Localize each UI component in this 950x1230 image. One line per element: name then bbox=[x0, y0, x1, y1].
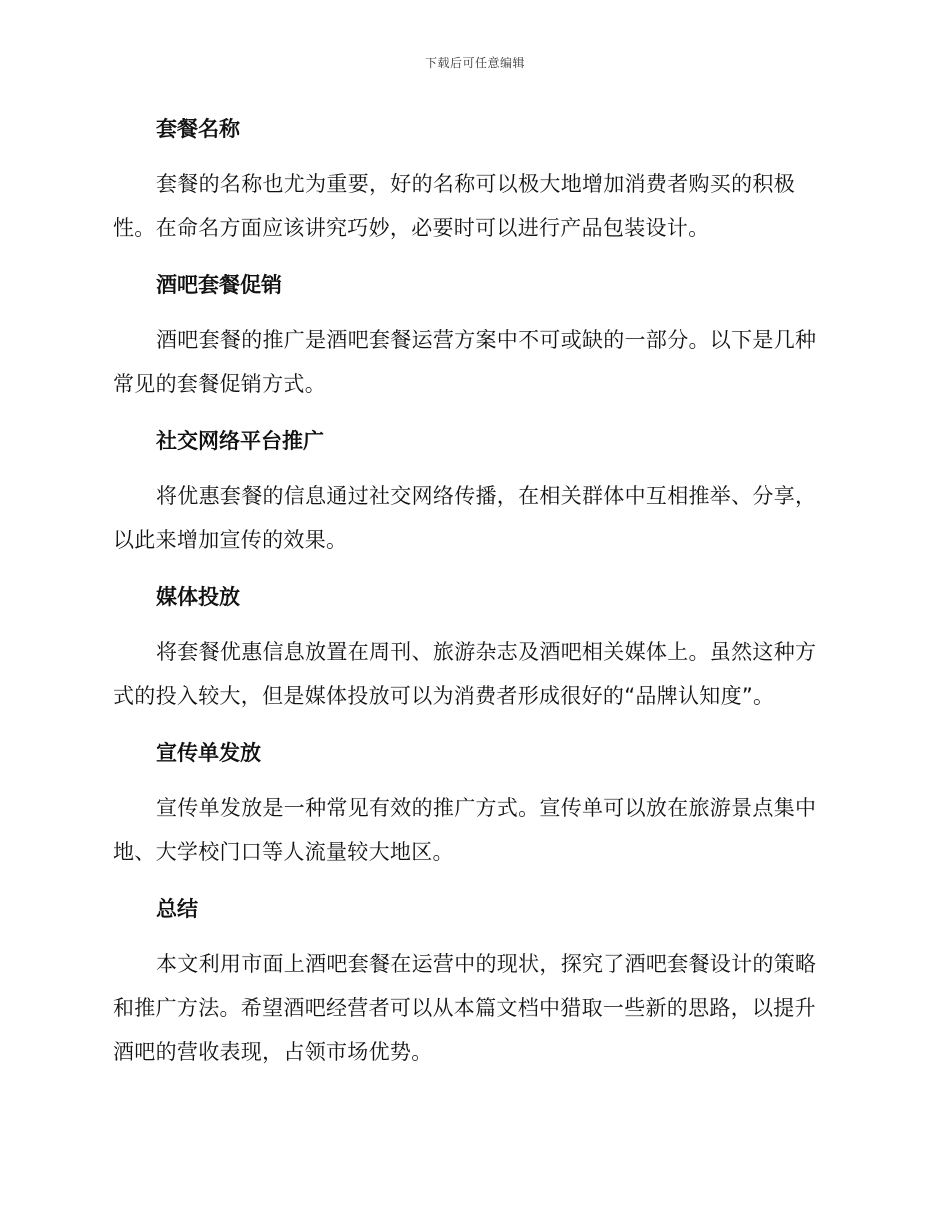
section-paragraph: 宣传单发放是一种常见有效的推广方式。宣传单可以放在旅游景点集中地、大学校门口等人流量较大地区。 bbox=[113, 796, 817, 864]
section-heading: 宣传单发放 bbox=[156, 741, 261, 765]
section-paragraph: 套餐的名称也尤为重要，好的名称可以极大地增加消费者购买的积极性。在命名方面应该讲究巧妙，必要时可以进行产品包装设计。 bbox=[113, 172, 795, 240]
section-paragraph: 将优惠套餐的信息通过社交网络传播，在相关群体中互相推举、分享，以此来增加宣传的效果。 bbox=[113, 484, 817, 552]
section-heading: 总结 bbox=[156, 897, 198, 921]
section-paragraph: 本文利用市面上酒吧套餐在运营中的现状，探究了酒吧套餐设计的策略和推广方法。希望酒吧经营者可以从本篇文档中猎取一些新的思路，以提升酒吧的营收表现，占领市场优势。 bbox=[113, 952, 817, 1064]
section-heading: 酒吧套餐促销 bbox=[156, 273, 282, 297]
section-heading: 媒体投放 bbox=[156, 585, 240, 609]
document-body bbox=[113, 110, 835, 1090]
section-heading: 套餐名称 bbox=[156, 117, 240, 141]
header-note: 下载后可任意编辑 bbox=[424, 56, 525, 70]
section-paragraph: 酒吧套餐的推广是酒吧套餐运营方案中不可或缺的一部分。以下是几种常见的套餐促销方式。 bbox=[113, 328, 817, 396]
section-heading: 社交网络平台推广 bbox=[156, 429, 324, 453]
section-paragraph: 将套餐优惠信息放置在周刊、旅游杂志及酒吧相关媒体上。虽然这种方式的投入较大，但是媒体投放可以为消费者形成很好的“品牌认知度”。 bbox=[113, 640, 817, 708]
